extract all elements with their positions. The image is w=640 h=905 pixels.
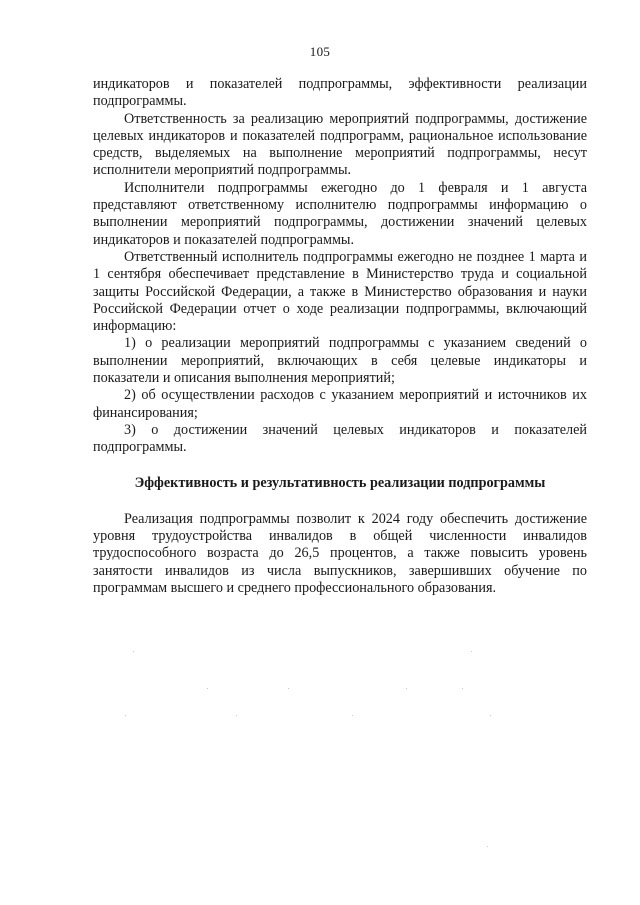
scan-artifact xyxy=(133,651,134,652)
scan-artifact xyxy=(462,688,463,689)
scan-artifact xyxy=(406,688,407,689)
scan-artifact xyxy=(352,715,353,716)
document-body xyxy=(93,76,587,597)
scan-artifact xyxy=(487,846,488,847)
section-heading: Эффективность и результативность реализации подпрограммы xyxy=(134,474,546,491)
scan-artifact xyxy=(207,688,208,689)
list-item-3: 3) о достижении значений целевых индикаторов и показателей подпрограммы. xyxy=(93,421,587,456)
paragraph-responsibility: Ответственность за реализацию мероприятий подпрограммы, достижение целевых индикаторов и показателей подпрограмм, рациональное использование средств, выделяемых на выполнение мероприятий подпрограммы, несут исполнители мероприятий подпрограммы. xyxy=(93,110,587,179)
paragraph-effectiveness: Реализация подпрограммы позволит к 2024 году обеспечить достижение уровня трудоустройства инвалидов в общей численности инвалидов трудоспособного возраста до 26,5 процентов, а также повысить уровень занятости инвалидов из числа выпускников, завершивших обучение по программам высшего и среднего профессионального образования. xyxy=(93,510,587,597)
scan-artifact xyxy=(288,688,289,689)
list-item-2: 2) об осуществлении расходов с указанием мероприятий и источников их финансирования; xyxy=(93,387,587,421)
paragraph-responsible-executor: Ответственный исполнитель подпрограммы ежегодно не позднее 1 марта и 1 сентября обеспечивает представление в Министерство труда и социальной защиты Российской Федерации, а также в Министерство образования и науки Российской Федерации отчет о ходе реализации подпрограммы, включающий информацию: xyxy=(93,248,587,335)
list-item-1: 1) о реализации мероприятий подпрограммы с указанием сведений о выполнении мероприятий, включающих в себя целевые индикаторы и показатели и описания выполнения мероприятий; xyxy=(93,335,587,387)
paragraph-executors-report: Исполнители подпрограммы ежегодно до 1 февраля и 1 августа представляют ответственному исполнителю подпрограммы информацию о выполнении мероприятий подпрограммы, достижении значений целевых индикаторов и показателей подпрограммы. xyxy=(93,179,587,248)
scan-artifact xyxy=(125,715,126,716)
scan-artifact xyxy=(236,715,237,716)
page-number: 105 xyxy=(309,44,331,59)
paragraph-continuation: индикаторов и показателей подпрограммы, эффективности реализации подпрограммы. xyxy=(93,76,587,110)
scan-artifact xyxy=(490,715,491,716)
scan-artifact xyxy=(471,651,472,652)
